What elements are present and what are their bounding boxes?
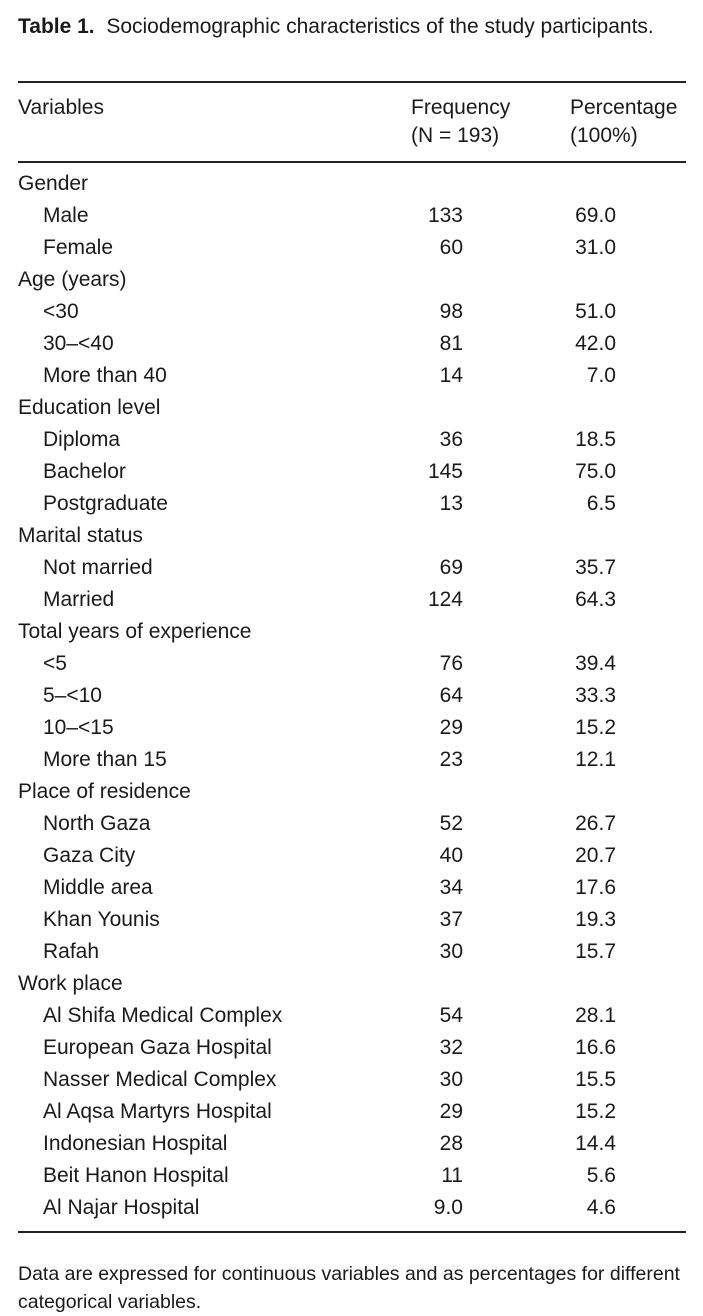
row-label: Gaza City [43, 844, 136, 867]
table-row [0, 1064, 703, 1096]
row-label: Married [43, 588, 115, 611]
table-row [0, 424, 703, 456]
table-row [0, 1128, 703, 1160]
table-row [0, 552, 703, 584]
percentage-cell: 69.0 [575, 204, 616, 227]
percentage-cell: 19.3 [575, 908, 616, 931]
frequency-cell: 32 [439, 1036, 463, 1059]
row-label: Age (years) [18, 268, 127, 291]
table-row [0, 712, 703, 744]
table-group-row [0, 392, 703, 424]
frequency-cell: 76 [439, 652, 463, 675]
table-row [0, 1096, 703, 1128]
percentage-cell: 6.5 [586, 492, 616, 515]
row-label: Indonesian Hospital [43, 1132, 228, 1155]
header-rule [18, 161, 686, 163]
row-label: <30 [43, 300, 79, 323]
row-label: European Gaza Hospital [43, 1036, 272, 1059]
percentage-cell: 15.5 [575, 1068, 616, 1091]
percentage-cell: 20.7 [575, 844, 616, 867]
row-label: Diploma [43, 428, 121, 451]
percentage-cell: 7.0 [586, 364, 616, 387]
frequency-cell: 133 [427, 204, 463, 227]
frequency-cell: 60 [439, 236, 463, 259]
frequency-cell: 54 [439, 1004, 463, 1027]
percentage-cell: 33.3 [575, 684, 616, 707]
table-row [0, 328, 703, 360]
percentage-cell: 17.6 [575, 876, 616, 899]
table-row [0, 872, 703, 904]
frequency-cell: 13 [439, 492, 463, 515]
percentage-cell: 5.6 [586, 1164, 616, 1187]
percentage-cell: 39.4 [575, 652, 616, 675]
percentage-cell: 28.1 [575, 1004, 616, 1027]
table-row [0, 680, 703, 712]
row-label: Gender [18, 172, 89, 195]
percentage-cell: 14.4 [575, 1132, 616, 1155]
row-label: 5–<10 [43, 684, 102, 707]
header-percentage-label: Percentage [570, 96, 678, 119]
table-group-row [0, 968, 703, 1000]
table-row [0, 1032, 703, 1064]
table-row [0, 1192, 703, 1224]
table-group-row [0, 520, 703, 552]
table-footnote: Data are expressed for continuous variables and as percentages for different categorical variables. [18, 1263, 680, 1313]
row-label: More than 15 [43, 748, 167, 771]
frequency-cell: 36 [439, 428, 463, 451]
frequency-cell: 34 [439, 876, 463, 899]
row-label: Marital status [18, 524, 143, 547]
table-row [0, 360, 703, 392]
table-label: Table 1. [18, 15, 95, 38]
table-row [0, 840, 703, 872]
header-variables: Variables [18, 96, 104, 119]
row-label: 10–<15 [43, 716, 114, 739]
table-row [0, 584, 703, 616]
table-row [0, 904, 703, 936]
header-percentage-sub: (100%) [570, 124, 638, 147]
frequency-cell: 23 [439, 748, 463, 771]
frequency-cell: 69 [439, 556, 463, 579]
row-label: Education level [18, 396, 161, 419]
frequency-cell: 52 [439, 812, 463, 835]
percentage-cell: 64.3 [575, 588, 616, 611]
frequency-cell: 30 [439, 1068, 463, 1091]
percentage-cell: 15.7 [575, 940, 616, 963]
percentage-cell: 51.0 [575, 300, 616, 323]
row-label: Nasser Medical Complex [43, 1068, 277, 1091]
row-label: Bachelor [43, 460, 126, 483]
percentage-cell: 15.2 [575, 1100, 616, 1123]
top-rule [18, 81, 686, 83]
header-percentage [570, 94, 677, 150]
percentage-cell: 75.0 [575, 460, 616, 483]
percentage-cell: 18.5 [575, 428, 616, 451]
percentage-cell: 42.0 [575, 332, 616, 355]
table-row [0, 936, 703, 968]
frequency-cell: 11 [441, 1164, 463, 1187]
table-group-row [0, 264, 703, 296]
percentage-cell: 15.2 [575, 716, 616, 739]
table-row [0, 744, 703, 776]
table-title: Sociodemographic characteristics of the study participants. [106, 15, 654, 38]
row-label: 30–<40 [43, 332, 114, 355]
table-row [0, 296, 703, 328]
bottom-rule [18, 1231, 686, 1233]
percentage-cell: 26.7 [575, 812, 616, 835]
table-group-row [0, 616, 703, 648]
table-row [0, 200, 703, 232]
percentage-cell: 35.7 [575, 556, 616, 579]
row-label: Total years of experience [18, 620, 252, 643]
row-label: Khan Younis [43, 908, 160, 931]
row-label: More than 40 [43, 364, 167, 387]
table-row [0, 648, 703, 680]
frequency-cell: 29 [439, 716, 463, 739]
frequency-cell: 81 [439, 332, 463, 355]
table-row [0, 456, 703, 488]
table-group-row [0, 168, 703, 200]
row-label: Work place [18, 972, 123, 995]
header-frequency-n: (N = 193) [411, 124, 500, 147]
table-row [0, 1000, 703, 1032]
table-group-row [0, 776, 703, 808]
frequency-cell: 9.0 [433, 1196, 463, 1219]
row-label: Not married [43, 556, 153, 579]
table-row [0, 1160, 703, 1192]
row-label: Al Najar Hospital [43, 1196, 200, 1219]
table-row [0, 808, 703, 840]
percentage-cell: 12.1 [575, 748, 616, 771]
header-frequency-label: Frequency [411, 96, 511, 119]
row-label: Middle area [43, 876, 153, 899]
table-row [0, 232, 703, 264]
header-frequency [411, 94, 510, 150]
frequency-cell: 28 [439, 1132, 463, 1155]
percentage-cell: 4.6 [586, 1196, 616, 1219]
row-label: Place of residence [18, 780, 191, 803]
frequency-cell: 37 [439, 908, 463, 931]
table-row [0, 488, 703, 520]
frequency-cell: 64 [439, 684, 463, 707]
row-label: Al Shifa Medical Complex [43, 1004, 283, 1027]
row-label: Postgraduate [43, 492, 168, 515]
row-label: Male [43, 204, 89, 227]
frequency-cell: 40 [439, 844, 463, 867]
frequency-cell: 145 [427, 460, 463, 483]
percentage-cell: 31.0 [575, 236, 616, 259]
row-label: Rafah [43, 940, 100, 963]
row-label: North Gaza [43, 812, 151, 835]
row-label: Al Aqsa Martyrs Hospital [43, 1100, 272, 1123]
frequency-cell: 124 [427, 588, 463, 611]
frequency-cell: 98 [439, 300, 463, 323]
frequency-cell: 29 [439, 1100, 463, 1123]
table-caption [18, 12, 658, 41]
row-label: Female [43, 236, 114, 259]
row-label: <5 [43, 652, 67, 675]
frequency-cell: 14 [439, 364, 463, 387]
percentage-cell: 16.6 [575, 1036, 616, 1059]
frequency-cell: 30 [439, 940, 463, 963]
row-label: Beit Hanon Hospital [43, 1164, 229, 1187]
